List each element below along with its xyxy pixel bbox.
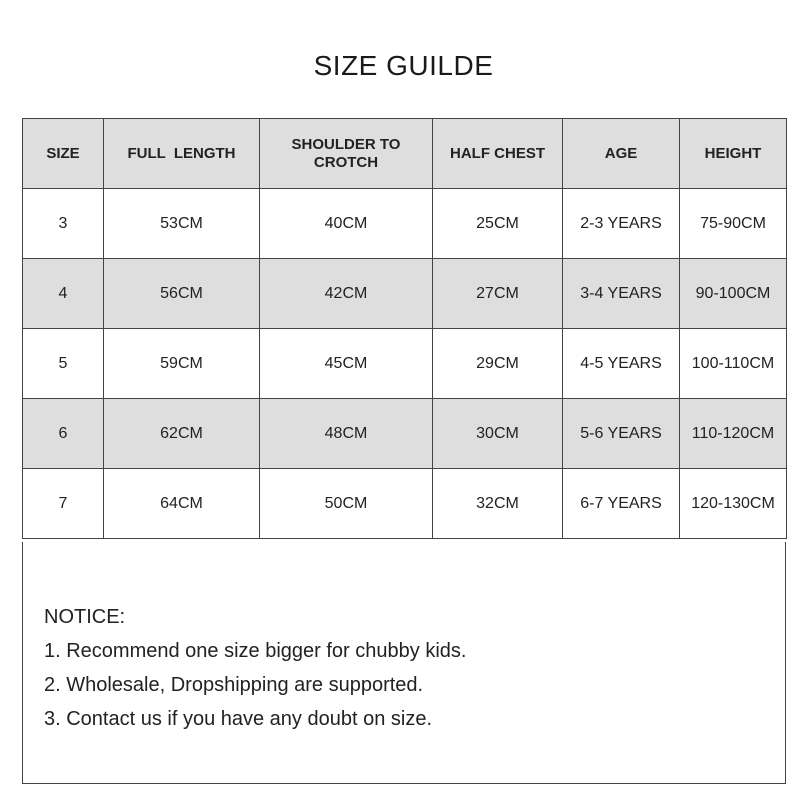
notice-item: 2. Wholesale, Dropshipping are supported. (44, 674, 424, 696)
cell-age: 6-7 YEARS (563, 469, 680, 539)
cell-half-chest: 25CM (433, 189, 563, 259)
cell-shoulder-to-crotch: 48CM (260, 399, 433, 469)
notice-heading: NOTICE: (44, 606, 126, 628)
header-shoulder-to-crotch-label: SHOULDER TO CROTCH (291, 135, 401, 171)
cell-shoulder-to-crotch: 50CM (260, 469, 433, 539)
cell-full-length: 59CM (104, 329, 260, 399)
cell-full-length: 62CM (104, 399, 260, 469)
cell-shoulder-to-crotch: 42CM (260, 259, 433, 329)
table-row (23, 399, 787, 469)
header-size: SIZE (23, 119, 104, 189)
notice-text (44, 600, 466, 736)
size-chart-table (22, 118, 787, 539)
cell-shoulder-to-crotch: 45CM (260, 329, 433, 399)
table-row (23, 259, 787, 329)
cell-full-length: 56CM (104, 259, 260, 329)
cell-height: 120-130CM (680, 469, 787, 539)
cell-height: 110-120CM (680, 399, 787, 469)
header-shoulder-to-crotch (260, 119, 433, 189)
table-row (23, 189, 787, 259)
cell-age: 4-5 YEARS (563, 329, 680, 399)
notice-item: 3. Contact us if you have any doubt on size. (44, 708, 433, 730)
cell-full-length: 64CM (104, 469, 260, 539)
header-half-chest: HALF CHEST (433, 119, 563, 189)
cell-size: 7 (23, 469, 104, 539)
page-title: SIZE GUILDE (313, 50, 494, 81)
cell-height: 90-100CM (680, 259, 787, 329)
cell-age: 5-6 YEARS (563, 399, 680, 469)
notice-box (22, 542, 786, 784)
header-full-length: FULL LENGTH (104, 119, 260, 189)
cell-half-chest: 27CM (433, 259, 563, 329)
cell-size: 6 (23, 399, 104, 469)
cell-size: 3 (23, 189, 104, 259)
table-header-row (23, 119, 787, 189)
cell-age: 3-4 YEARS (563, 259, 680, 329)
cell-age: 2-3 YEARS (563, 189, 680, 259)
cell-height: 100-110CM (680, 329, 787, 399)
cell-half-chest: 32CM (433, 469, 563, 539)
cell-shoulder-to-crotch: 40CM (260, 189, 433, 259)
cell-half-chest: 30CM (433, 399, 563, 469)
cell-full-length: 53CM (104, 189, 260, 259)
cell-size: 5 (23, 329, 104, 399)
table-row (23, 329, 787, 399)
table-row (23, 469, 787, 539)
notice-item: 1. Recommend one size bigger for chubby kids. (44, 640, 467, 662)
cell-height: 75-90CM (680, 189, 787, 259)
header-age: AGE (563, 119, 680, 189)
header-height: HEIGHT (680, 119, 787, 189)
cell-half-chest: 29CM (433, 329, 563, 399)
cell-size: 4 (23, 259, 104, 329)
